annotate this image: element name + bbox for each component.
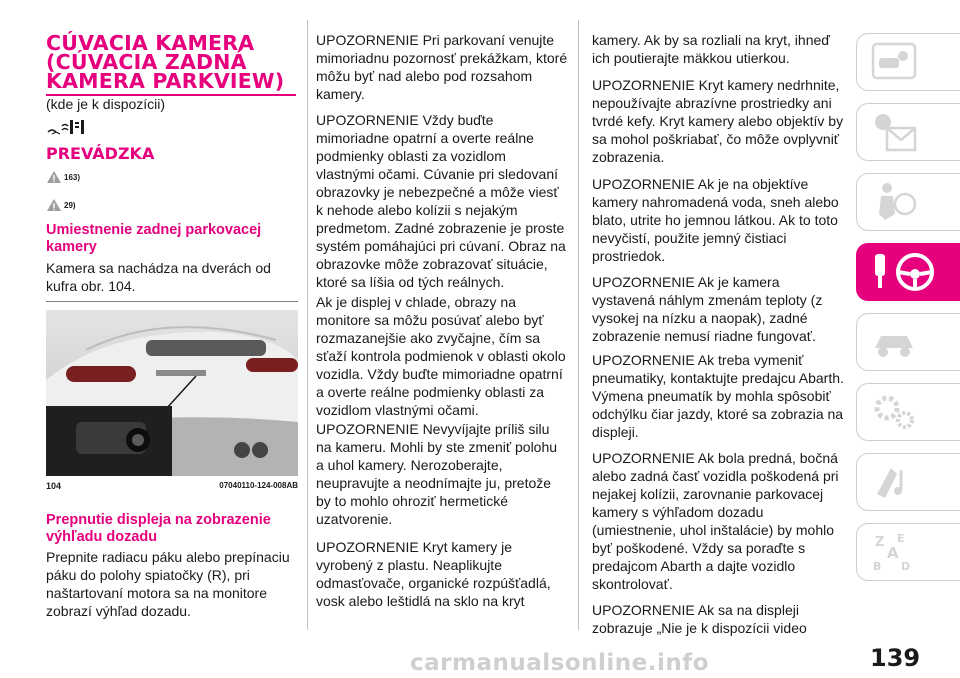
- chapter-title: [46, 31, 300, 93]
- warning-paragraph-6: UPOZORNENIE Kryt kamery nedrhnite, nepoužívajte abrazívne prostriedky ani tvrdé kefy. Kryt kamery alebo objektív by sa mohol poškriabať, čo môže ovplyvniť zobrazenia.: [592, 77, 844, 165]
- title-line-1: CÚVACIA KAMERA: [46, 31, 255, 55]
- svg-text:D: D: [901, 560, 911, 573]
- key-steering-icon: [871, 250, 941, 294]
- tab-emergency[interactable]: [856, 313, 960, 371]
- tab-lights[interactable]: [856, 103, 960, 161]
- tab-dashboard[interactable]: [856, 33, 960, 91]
- gears-icon: [871, 390, 917, 434]
- warning-paragraph-3: UPOZORNENIE Nevyvíjajte príliš silu na kameru. Mohli by ste zmeniť polohu a uhol kamery. Nerozoberajte, neupravujte a neodnímajte ju, pretože by to mohlo ohroziť hermetické uzatvorenie.: [316, 421, 558, 527]
- info-paragraph-cold: Ak je displej v chlade, obrazy na monitore sa môžu posúvať alebo byť rozmazanejšie ako zvyčajne, čím sa sťaží kontrola podmienok v oblasti okolo vozidla. Vždy buďte mimoriadne opatrní a overte reálne podmienky oblasti za vozidlom vlastnými očami.: [316, 294, 566, 418]
- note-ref-1: [46, 198, 76, 212]
- figure-rear-camera-photo: [46, 310, 298, 476]
- camera-location-text: Kamera sa nachádza na dverách od kufra obr. 104.: [46, 260, 271, 294]
- title-line-3: KAMERA PARKVIEW): [46, 69, 285, 93]
- lights-mail-icon: [871, 110, 917, 154]
- alphabet-index-icon: [871, 530, 917, 574]
- heading-switch-display: Prepnutie displeja na zobrazenie výhľadu dozadu: [46, 512, 271, 545]
- warning-paragraph-8: UPOZORNENIE Ak je kamera vystavená náhlym zmenám teploty (z vysokej na nízku a naopak), zadné zobrazenie nemusí riadne fungovať.: [592, 274, 823, 344]
- svg-text:E: E: [897, 532, 905, 545]
- tab-maintenance[interactable]: [856, 383, 960, 441]
- chapter-index-tabs: [856, 33, 960, 633]
- seat-airbag-icon: [871, 180, 917, 224]
- figure-code: 07040110-124-008AB: [219, 481, 298, 490]
- warning-paragraph-9: UPOZORNENIE Ak treba vymeniť pneumatiky, kontaktujte predajcu Abarth. Výmena pneumatík by mohla spôsobiť odchýlku čiar jazdy, ktoré sa zobrazia na displeji.: [592, 352, 844, 440]
- svg-text:Z: Z: [875, 535, 885, 550]
- note-ref-label: 29): [64, 200, 76, 210]
- title-line-2: (CÚVACIA ZADNÁ: [46, 50, 247, 74]
- warning-paragraph-1: UPOZORNENIE Pri parkovaní venujte mimoriadnu pozornosť prekážkam, ktoré môžu byť nad alebo pod rozsahom kamery.: [316, 32, 568, 102]
- switch-display-text: Prepnite radiacu páku alebo prepínaciu páku do polohy spiatočky (R), pri naštartovaní motora sa na monitore zobrazí výhľad dozadu.: [46, 549, 290, 619]
- figure-number: 104: [46, 481, 62, 491]
- figure-top-rule: [46, 301, 298, 302]
- column-divider-2: [578, 20, 579, 630]
- car-dashboard-icon: [871, 40, 917, 84]
- warning-ref-1: [46, 170, 80, 184]
- section-title-operation: PREVÁDZKA: [46, 144, 155, 163]
- column-divider-1: [307, 20, 308, 630]
- warning-paragraph-10: UPOZORNENIE Ak bola predná, bočná alebo zadná časť vozidla poškodená pri nejakej kolízii, zarovnanie parkovacej kamery s výhľadom dozadu (umiestnenie, uhol inštalácie) by mohlo byť poškodené. Vždy sa poraďte s predajcom Abarth a dajte vozidlo skontrolovať.: [592, 450, 839, 592]
- media-icon: [871, 460, 917, 504]
- tab-safety[interactable]: [856, 173, 960, 231]
- heading-camera-location: Umiestnenie zadnej parkovacej kamery: [46, 222, 262, 255]
- availability-note: (kde je k dispozícii): [46, 96, 166, 112]
- warning-triangle-icon: [46, 170, 62, 184]
- car-service-icon: [871, 320, 917, 364]
- car-rear-illustration: [46, 310, 298, 476]
- warning-paragraph-4: UPOZORNENIE Kryt kamery je vyrobený z plastu. Neaplikujte odmasťovače, organické rozpúšťadlá, vosk alebo leštidlá na sklo na kryt: [316, 539, 551, 609]
- svg-text:B: B: [873, 560, 882, 573]
- optional-equipment-icon: [46, 116, 96, 138]
- warning-paragraph-5: kamery. Ak by sa rozliali na kryt, ihneď ich poutierajte mäkkou utierkou.: [592, 32, 830, 66]
- page-number: 139: [870, 644, 921, 672]
- warning-paragraph-2: UPOZORNENIE Vždy buďte mimoriadne opatrní a overte reálne podmienky oblasti za vozidlom vlastnými očami. Cúvanie pri sledovaní obrazovky je nebezpečné a môže viesť k nehode alebo kolízii s nejakým predmetom. Zadné zobrazenie je proste systém pomáhajúci pri cúvaní. Obraz na obrazovke môže zobrazovať situácie, ktoré sa líšia od tých reálnych.: [316, 112, 566, 290]
- tab-index[interactable]: [856, 523, 960, 581]
- warning-paragraph-11: UPOZORNENIE Ak sa na displeji zobrazuje „Nie je k dispozícii video: [592, 602, 807, 636]
- svg-text:A: A: [887, 544, 899, 562]
- warning-paragraph-7: UPOZORNENIE Ak je na objektíve kamery nahromadená voda, sneh alebo blato, utrite ho jemnou látkou. Ak to toto nevyčistí, použite jemný čistiaci prostriedok.: [592, 176, 839, 264]
- caution-triangle-icon: [46, 198, 62, 212]
- tab-starting-driving[interactable]: [856, 243, 960, 301]
- warning-ref-label: 163): [64, 172, 81, 182]
- site-watermark: carmanualsonline.info: [410, 650, 710, 676]
- tab-technical-data[interactable]: [856, 453, 960, 511]
